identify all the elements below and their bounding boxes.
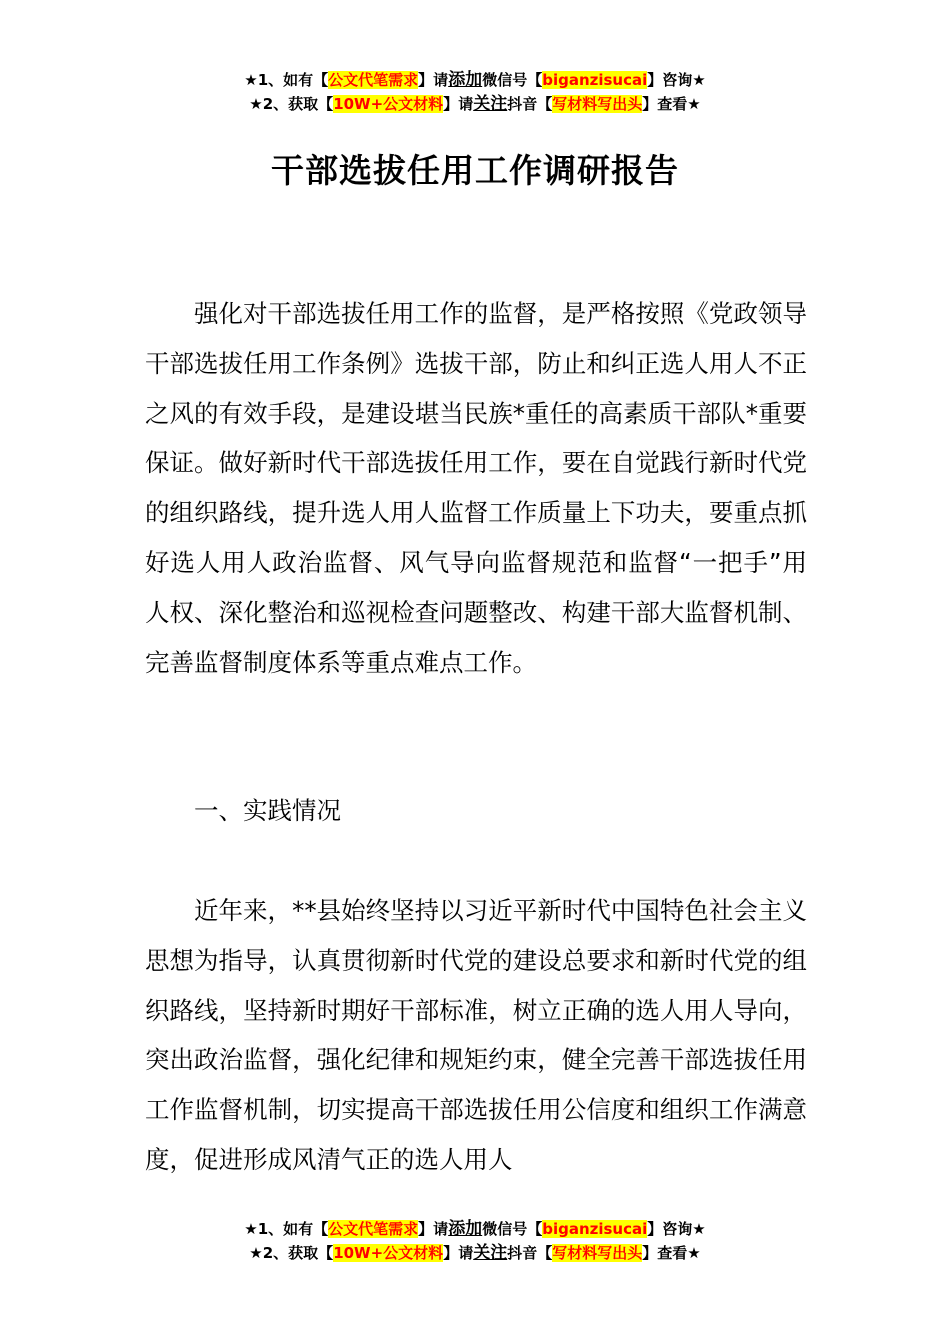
promo-emphasis: 添加: [448, 1219, 483, 1239]
promo-emphasis: 关注: [473, 1243, 508, 1263]
section-heading: 一、实践情况: [194, 796, 341, 825]
promo-line-2: [0, 1241, 950, 1265]
star-icon: ★: [687, 95, 701, 113]
star-icon: ★: [249, 1244, 263, 1262]
promo-douyin-id: 写材料写出头: [552, 1244, 643, 1262]
header-promo: [0, 68, 950, 116]
star-icon: ★: [244, 71, 258, 89]
promo-text: 微信号【: [482, 71, 543, 89]
star-icon: ★: [692, 1220, 706, 1238]
promo-text: 】查看: [642, 1244, 688, 1262]
promo-text: 】咨询: [647, 1220, 693, 1238]
promo-text: 】咨询: [647, 71, 693, 89]
body-paragraph-practice: 近年来，**县始终坚持以习近平新时代中国特色社会主义思想为指导，认真贯彻新时代党的建设总要求和新时代党的组织路线，坚持新时期好干部标准，树立正确的选人用人导向，突出政治监督，强化纪律和规矩约束，健全完善干部选拔任用工作监督机制，切实提高干部选拔任用公信度和组织工作满意度，促进形成风清气正的选人用人: [145, 896, 807, 1174]
promo-line-2: [0, 92, 950, 116]
body-paragraph-intro: 强化对干部选拔任用工作的监督，是严格按照《党政领导干部选拔任用工作条例》选拔干部，防止和纠正选人用人不正之风的有效手段，是建设堪当民族*重任的高素质干部队*重要保证。做好新时代干部选拔任用工作，要在自觉践行新时代党的组织路线，提升选人用人监督工作质量上下功夫，要重点抓好选人用人政治监督、风气导向监督规范和监督“一把手”用人权、深化整治和巡视检查问题整改、构建干部大监督机制、完善监督制度体系等重点难点工作。: [145, 299, 807, 677]
promo-line-1: [0, 68, 950, 92]
promo-text: 微信号【: [482, 1220, 543, 1238]
promo-highlight: 公文代笔需求: [328, 71, 419, 89]
promo-highlight: 公文代笔需求: [328, 1220, 419, 1238]
promo-text: 】请: [443, 95, 474, 113]
promo-line-1: [0, 1217, 950, 1241]
promo-text: 】请: [418, 71, 449, 89]
promo-text: 1、如有【: [257, 71, 329, 89]
promo-text: 抖音【: [507, 1244, 553, 1262]
promo-text: 2、获取【: [262, 95, 334, 113]
promo-wechat-id: biganzisucai: [542, 71, 648, 89]
promo-douyin-id: 写材料写出头: [552, 95, 643, 113]
star-icon: ★: [692, 71, 706, 89]
promo-text: 2、获取【: [262, 1244, 334, 1262]
promo-highlight: 10W+公文材料: [333, 95, 444, 113]
promo-text: 】请: [418, 1220, 449, 1238]
promo-emphasis: 添加: [448, 70, 483, 90]
promo-text: 】请: [443, 1244, 474, 1262]
promo-wechat-id: biganzisucai: [542, 1220, 648, 1238]
star-icon: ★: [244, 1220, 258, 1238]
promo-text: 抖音【: [507, 95, 553, 113]
promo-emphasis: 关注: [473, 94, 508, 114]
footer-promo: [0, 1217, 950, 1265]
promo-text: 1、如有【: [257, 1220, 329, 1238]
promo-highlight: 10W+公文材料: [333, 1244, 444, 1262]
document-title: 干部选拔任用工作调研报告: [271, 151, 679, 190]
star-icon: ★: [249, 95, 263, 113]
star-icon: ★: [687, 1244, 701, 1262]
promo-text: 】查看: [642, 95, 688, 113]
